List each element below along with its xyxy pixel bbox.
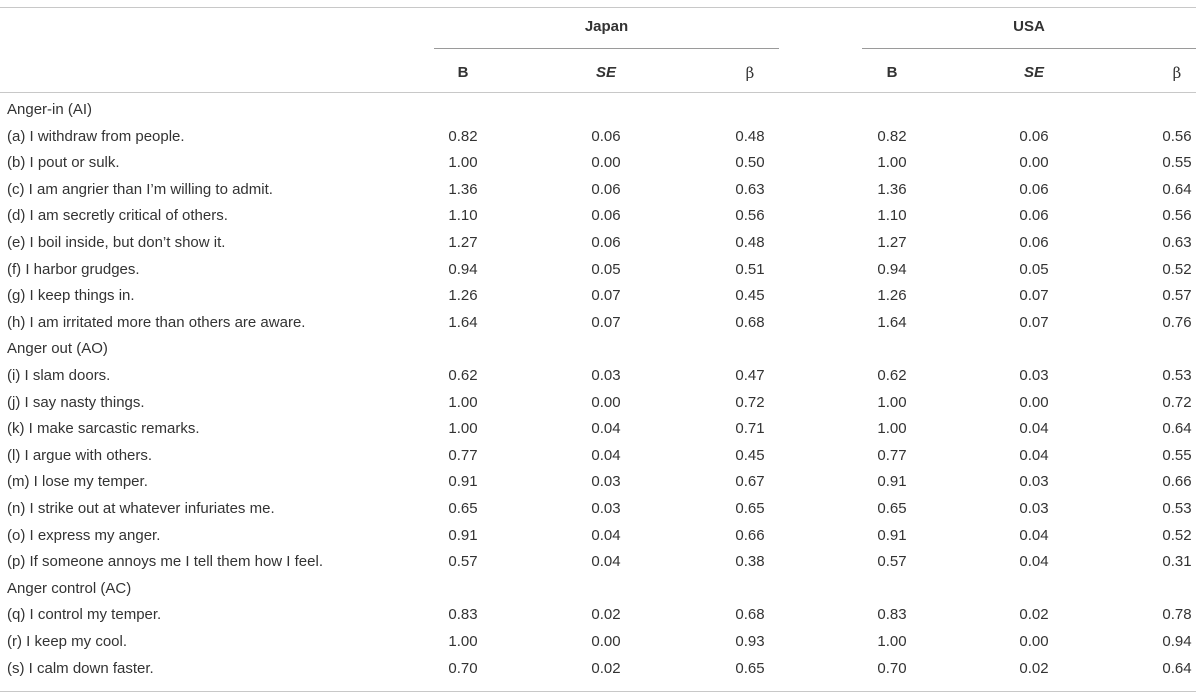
cell-usa-se: 0.03 bbox=[1019, 500, 1049, 517]
cell-japan-b: 0.94 bbox=[448, 260, 478, 278]
section-title: Anger out (AO) bbox=[7, 340, 108, 358]
cell-japan-b: 0.82 bbox=[448, 127, 478, 145]
table-bottom-rule bbox=[0, 691, 1196, 692]
cell-japan-se: 0.03 bbox=[591, 473, 621, 491]
cell-japan-b: 0.91 bbox=[448, 526, 478, 544]
cell-usa-b: 0.94 bbox=[877, 260, 907, 278]
cell-japan-beta: 0.93 bbox=[735, 633, 765, 650]
cell-japan-se: 0.07 bbox=[591, 287, 621, 305]
cell-japan-se: 0.04 bbox=[591, 446, 621, 464]
cell-japan-se: 0.06 bbox=[591, 207, 621, 225]
cell-usa-beta: 0.55 bbox=[1162, 154, 1192, 172]
cell-usa-b: 0.77 bbox=[877, 446, 907, 464]
cell-usa-beta: 0.52 bbox=[1162, 260, 1192, 278]
cell-usa-beta: 0.53 bbox=[1162, 367, 1192, 384]
cell-usa-beta: 0.53 bbox=[1162, 500, 1192, 517]
cell-japan-b: 0.77 bbox=[448, 446, 478, 464]
group-header-japan: Japan bbox=[584, 18, 629, 35]
cell-usa-b: 0.70 bbox=[877, 659, 907, 677]
cell-usa-b: 0.62 bbox=[877, 367, 907, 384]
item-label: (h) I am irritated more than others are aware. bbox=[7, 313, 306, 331]
cell-usa-b: 1.26 bbox=[877, 287, 907, 305]
item-label: (r) I keep my cool. bbox=[7, 633, 128, 650]
cell-usa-se: 0.03 bbox=[1019, 367, 1049, 384]
cell-japan-beta: 0.56 bbox=[735, 207, 765, 225]
cell-japan-beta: 0.71 bbox=[735, 420, 765, 438]
cell-japan-b: 0.83 bbox=[448, 606, 478, 624]
item-label: (e) I boil inside, but don’t show it. bbox=[7, 234, 226, 251]
item-label: (c) I am angrier than I’m willing to admit. bbox=[7, 180, 273, 198]
cell-japan-b: 1.00 bbox=[448, 420, 478, 438]
col-header-japan-se: SE bbox=[595, 64, 616, 81]
cell-japan-beta: 0.67 bbox=[735, 473, 765, 491]
cell-japan-beta: 0.66 bbox=[735, 526, 765, 544]
cell-usa-se: 0.06 bbox=[1019, 127, 1049, 145]
cell-usa-b: 0.57 bbox=[877, 553, 907, 571]
section-title: Anger-in (AI) bbox=[7, 101, 93, 118]
cell-usa-beta: 0.57 bbox=[1162, 287, 1192, 305]
table-row bbox=[0, 443, 1200, 469]
cell-japan-b: 1.26 bbox=[448, 287, 478, 305]
cell-usa-beta: 0.64 bbox=[1162, 420, 1192, 438]
cell-usa-se: 0.04 bbox=[1019, 553, 1049, 571]
cell-usa-b: 0.65 bbox=[877, 500, 907, 517]
cell-japan-b: 1.27 bbox=[448, 234, 478, 251]
cell-usa-b: 1.00 bbox=[877, 420, 907, 438]
cell-japan-se: 0.05 bbox=[591, 260, 621, 278]
cell-japan-beta: 0.45 bbox=[735, 287, 765, 305]
item-label: (n) I strike out at whatever infuriates me. bbox=[7, 500, 275, 517]
item-label: (q) I control my temper. bbox=[7, 606, 162, 624]
cell-japan-beta: 0.47 bbox=[735, 367, 765, 384]
cell-japan-se: 0.03 bbox=[591, 367, 621, 384]
cell-japan-beta: 0.45 bbox=[735, 446, 765, 464]
cell-japan-se: 0.06 bbox=[591, 127, 621, 145]
cell-usa-beta: 0.63 bbox=[1162, 234, 1192, 251]
cell-japan-beta: 0.68 bbox=[735, 606, 765, 624]
group-rule-japan bbox=[434, 48, 779, 49]
section-header-row bbox=[0, 336, 1200, 362]
cell-usa-b: 1.27 bbox=[877, 234, 907, 251]
cell-japan-se: 0.00 bbox=[591, 154, 621, 172]
cell-japan-beta: 0.68 bbox=[735, 313, 765, 331]
table-row bbox=[0, 416, 1200, 442]
item-label: (j) I say nasty things. bbox=[7, 393, 145, 411]
item-label: (o) I express my anger. bbox=[7, 526, 161, 544]
cell-japan-beta: 0.48 bbox=[735, 127, 765, 145]
cell-usa-se: 0.02 bbox=[1019, 606, 1049, 624]
cell-japan-b: 0.62 bbox=[448, 367, 478, 384]
cell-japan-b: 0.70 bbox=[448, 659, 478, 677]
cell-usa-beta: 0.76 bbox=[1162, 313, 1192, 331]
col-header-usa-beta: β bbox=[1172, 64, 1182, 82]
col-header-japan-beta: β bbox=[745, 64, 755, 82]
col-header-usa-se: SE bbox=[1023, 64, 1044, 81]
cell-usa-b: 0.83 bbox=[877, 606, 907, 624]
cell-japan-beta: 0.63 bbox=[735, 180, 765, 198]
table-top-rule bbox=[0, 7, 1196, 8]
cell-japan-b: 1.10 bbox=[448, 207, 478, 225]
item-label: (k) I make sarcastic remarks. bbox=[7, 420, 200, 438]
cell-japan-se: 0.02 bbox=[591, 659, 621, 677]
cell-japan-se: 0.06 bbox=[591, 180, 621, 198]
cell-usa-se: 0.07 bbox=[1019, 313, 1049, 331]
cell-japan-se: 0.04 bbox=[591, 553, 621, 571]
table-row bbox=[0, 602, 1200, 628]
table-row bbox=[0, 496, 1200, 522]
cell-usa-se: 0.06 bbox=[1019, 207, 1049, 225]
cell-usa-se: 0.02 bbox=[1019, 659, 1049, 677]
section-title: Anger control (AC) bbox=[7, 579, 132, 597]
cell-usa-se: 0.04 bbox=[1019, 526, 1049, 544]
cell-usa-b: 1.36 bbox=[877, 180, 907, 198]
cell-usa-b: 1.00 bbox=[877, 154, 907, 172]
cell-usa-beta: 0.72 bbox=[1162, 393, 1192, 411]
cell-japan-se: 0.06 bbox=[591, 234, 621, 251]
col-header-japan-b: B bbox=[457, 64, 469, 81]
item-label: (p) If someone annoys me I tell them how I feel. bbox=[7, 553, 323, 571]
item-label: (f) I harbor grudges. bbox=[7, 260, 140, 278]
cell-usa-beta: 0.52 bbox=[1162, 526, 1192, 544]
group-rule-usa bbox=[862, 48, 1196, 49]
item-label: (g) I keep things in. bbox=[7, 287, 135, 305]
item-label: (d) I am secretly critical of others. bbox=[7, 207, 228, 225]
cell-japan-b: 0.65 bbox=[448, 500, 478, 517]
cell-japan-beta: 0.50 bbox=[735, 154, 765, 172]
cell-japan-b: 1.36 bbox=[448, 180, 478, 198]
cell-japan-se: 0.07 bbox=[591, 313, 621, 331]
cell-usa-se: 0.00 bbox=[1019, 154, 1049, 172]
cell-usa-se: 0.06 bbox=[1019, 180, 1049, 198]
cell-japan-beta: 0.65 bbox=[735, 659, 765, 677]
cell-usa-beta: 0.56 bbox=[1162, 207, 1192, 225]
cell-japan-se: 0.02 bbox=[591, 606, 621, 624]
cell-japan-beta: 0.51 bbox=[735, 260, 765, 278]
cell-japan-beta: 0.38 bbox=[735, 553, 765, 571]
cell-usa-se: 0.04 bbox=[1019, 420, 1049, 438]
cell-japan-se: 0.03 bbox=[591, 500, 621, 517]
table-row bbox=[0, 523, 1200, 549]
cell-japan-beta: 0.48 bbox=[735, 234, 765, 251]
table-row bbox=[0, 390, 1200, 416]
cell-japan-se: 0.00 bbox=[591, 393, 621, 411]
item-label: (i) I slam doors. bbox=[7, 367, 111, 384]
cell-usa-beta: 0.64 bbox=[1162, 659, 1192, 677]
header-bottom-rule bbox=[0, 92, 1196, 93]
cell-japan-b: 1.00 bbox=[448, 633, 478, 650]
cell-usa-beta: 0.78 bbox=[1162, 606, 1192, 624]
item-label: (s) I calm down faster. bbox=[7, 659, 154, 677]
table-row bbox=[0, 124, 1200, 150]
cell-japan-se: 0.04 bbox=[591, 420, 621, 438]
cell-usa-se: 0.00 bbox=[1019, 633, 1049, 650]
item-label: (a) I withdraw from people. bbox=[7, 127, 185, 145]
cell-usa-b: 0.91 bbox=[877, 473, 907, 491]
cell-japan-b: 0.57 bbox=[448, 553, 478, 571]
table-row bbox=[0, 629, 1200, 655]
table-row bbox=[0, 257, 1200, 283]
table-row bbox=[0, 310, 1200, 336]
table-row bbox=[0, 549, 1200, 575]
cell-usa-se: 0.05 bbox=[1019, 260, 1049, 278]
cell-japan-beta: 0.65 bbox=[735, 500, 765, 517]
cell-usa-b: 1.00 bbox=[877, 633, 907, 650]
table-row bbox=[0, 469, 1200, 495]
cell-usa-beta: 0.66 bbox=[1162, 473, 1192, 491]
cell-usa-se: 0.07 bbox=[1019, 287, 1049, 305]
cell-usa-beta: 0.94 bbox=[1162, 633, 1192, 650]
table-row bbox=[0, 177, 1200, 203]
cell-usa-se: 0.06 bbox=[1019, 234, 1049, 251]
cell-usa-b: 0.82 bbox=[877, 127, 907, 145]
table-row bbox=[0, 363, 1200, 389]
cell-usa-beta: 0.64 bbox=[1162, 180, 1192, 198]
item-label: (b) I pout or sulk. bbox=[7, 154, 120, 172]
cell-usa-b: 1.00 bbox=[877, 393, 907, 411]
table-row bbox=[0, 283, 1200, 309]
cell-japan-se: 0.00 bbox=[591, 633, 621, 650]
cell-usa-se: 0.03 bbox=[1019, 473, 1049, 491]
cell-usa-b: 1.10 bbox=[877, 207, 907, 225]
table-row bbox=[0, 656, 1200, 682]
cell-usa-b: 1.64 bbox=[877, 313, 907, 331]
col-header-usa-b: B bbox=[886, 64, 898, 81]
cell-usa-beta: 0.55 bbox=[1162, 446, 1192, 464]
cell-usa-se: 0.04 bbox=[1019, 446, 1049, 464]
group-header-usa: USA bbox=[1013, 18, 1045, 35]
cell-japan-se: 0.04 bbox=[591, 526, 621, 544]
cell-usa-beta: 0.56 bbox=[1162, 127, 1192, 145]
table-row bbox=[0, 203, 1200, 229]
cell-japan-b: 0.91 bbox=[448, 473, 478, 491]
cell-usa-se: 0.00 bbox=[1019, 393, 1049, 411]
cell-japan-b: 1.00 bbox=[448, 154, 478, 172]
cell-japan-beta: 0.72 bbox=[735, 393, 765, 411]
table-row bbox=[0, 230, 1200, 256]
item-label: (m) I lose my temper. bbox=[7, 473, 148, 491]
item-label: (l) I argue with others. bbox=[7, 446, 153, 464]
cell-usa-b: 0.91 bbox=[877, 526, 907, 544]
cell-japan-b: 1.64 bbox=[448, 313, 478, 331]
section-header-row bbox=[0, 576, 1200, 602]
section-header-row bbox=[0, 97, 1200, 123]
cell-usa-beta: 0.31 bbox=[1162, 553, 1192, 571]
cell-japan-b: 1.00 bbox=[448, 393, 478, 411]
table-row bbox=[0, 150, 1200, 176]
